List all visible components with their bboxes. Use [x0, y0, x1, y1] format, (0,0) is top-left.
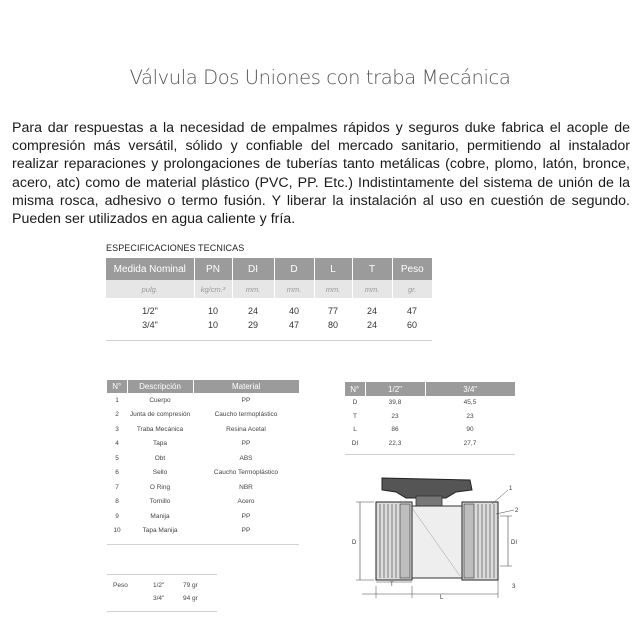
parts-cell: NBR — [239, 483, 253, 491]
parts-cell: Tapa Manija — [142, 527, 178, 535]
dims-cell: 23 — [391, 412, 399, 420]
dims-cell: 22,3 — [388, 439, 402, 447]
callout-2: 2 — [515, 508, 519, 514]
parts-cell: 10 — [113, 527, 121, 535]
spec-header-cell: D — [274, 258, 314, 280]
spec-header-cell: Medida Nominal — [106, 258, 194, 280]
parts-cell: 1 — [115, 396, 119, 404]
dims-cell: 23 — [466, 412, 474, 420]
intro-paragraph: Para dar respuestas a la necesidad de empalmes rápidos y seguros duke fabrica el acople de compresión más versátil, sólido y confiable del mercado sanitario, permitiendo al instalador realizar reparaciones y prolongaciones de tuberías tanto metálicas (cobre, plomo, latón, bronce, acero, atc) como de material plástico (PVC, PP. Etc.) Indistintamente del sistema de unión de la misma rosca, adhesivo o termo fusión. Y liberar la instalación al uso en cuestión de segundo. Pueden ser utilizados en agua caliente y fría. — [12, 120, 630, 228]
parts-header-row — [107, 380, 299, 393]
weight-row — [107, 592, 217, 605]
dim-label-t: T — [390, 582, 394, 588]
dims-cell: 39,8 — [388, 399, 402, 407]
dims-cell: 45,5 — [463, 399, 477, 407]
valve-diagram — [346, 472, 526, 610]
spec-header-cell: T — [352, 258, 392, 280]
parts-cell: 3 — [115, 425, 119, 433]
dims-cell: D — [352, 399, 358, 407]
dims-row — [345, 396, 515, 410]
dims-cell: L — [353, 426, 357, 434]
parts-cell: Obt — [154, 454, 166, 462]
weight-value: 94 gr — [183, 595, 198, 602]
spec-cell: 80 — [327, 320, 338, 330]
spec-header-cell: DI — [232, 258, 274, 280]
spec-header-cell: L — [314, 258, 352, 280]
dim-label-di: DI — [511, 540, 517, 546]
dims-cell: T — [353, 412, 357, 420]
parts-cell: ABS — [239, 454, 253, 462]
parts-row — [107, 480, 299, 495]
spec-header-cell: PN — [194, 258, 232, 280]
dims-cell: 86 — [391, 426, 399, 434]
parts-cell: PP — [241, 512, 251, 520]
spec-cell: 10 — [207, 320, 218, 330]
spec-cell: 77 — [327, 306, 338, 316]
weight-size: 3/4" — [153, 595, 165, 602]
parts-cell: Cuerpo — [149, 396, 171, 404]
parts-row — [107, 408, 299, 423]
spec-unit-cell: gr. — [392, 280, 432, 298]
spec-cell: 40 — [288, 306, 299, 316]
spec-unit-cell: mm. — [274, 280, 314, 298]
dims-cell: DI — [351, 439, 359, 447]
spec-unit-cell: kg/cm.² — [194, 280, 232, 298]
spec-row — [106, 318, 432, 332]
spec-header-row — [106, 258, 432, 280]
parts-row — [107, 495, 299, 510]
parts-cell: 9 — [115, 512, 119, 520]
parts-cell: 7 — [115, 483, 119, 491]
parts-row — [107, 393, 299, 408]
parts-cell: Acero — [237, 498, 255, 506]
valve-handle — [382, 478, 472, 498]
parts-row — [107, 509, 299, 524]
parts-cell: PP — [241, 396, 251, 404]
weight-label: Peso — [113, 582, 128, 589]
parts-cell: Sello — [152, 469, 168, 477]
weight-row — [107, 579, 217, 592]
spec-header-cell: Peso — [392, 258, 432, 280]
parts-header-cell: Descripción — [127, 380, 193, 393]
spec-cell: 24 — [366, 320, 377, 330]
parts-row — [107, 466, 299, 481]
spec-cell: 47 — [406, 306, 417, 316]
parts-cell: 4 — [115, 440, 119, 448]
spec-cell: 29 — [247, 320, 258, 330]
dims-cell: 90 — [466, 426, 474, 434]
dims-cell: 27,7 — [463, 439, 477, 447]
callout-3: 3 — [512, 584, 516, 590]
parts-row — [107, 451, 299, 466]
weight-value: 79 gr — [183, 582, 198, 589]
parts-cell: Tapa — [152, 440, 168, 448]
parts-cell: O Ring — [149, 483, 171, 491]
weight-size: 1/2" — [153, 582, 165, 589]
spec-cell: 10 — [207, 306, 218, 316]
parts-row — [107, 524, 299, 539]
parts-cell: Caucho Termoplástico — [213, 469, 279, 477]
dims-header-cell: N° — [345, 382, 365, 396]
spec-unit-cell: pulg. — [106, 280, 194, 298]
parts-table — [107, 380, 299, 545]
parts-cell: 2 — [115, 411, 119, 419]
parts-row — [107, 422, 299, 437]
spec-cell: 1/2" — [142, 306, 158, 316]
parts-cell: Manija — [150, 512, 170, 520]
spec-cell: 24 — [247, 306, 258, 316]
spec-cell: 24 — [366, 306, 377, 316]
dims-row — [345, 410, 515, 424]
parts-cell: Junta de compresión — [129, 411, 191, 419]
parts-cell: Traba Mecánica — [136, 425, 184, 433]
parts-header-cell: N° — [107, 380, 127, 393]
dims-header-cell: 3/4" — [425, 382, 515, 396]
spec-units-row — [106, 280, 432, 298]
page-title: Válvula Dos Uniones con traba Mecánica — [129, 66, 511, 89]
parts-header-cell: Material — [193, 380, 299, 393]
callout-1: 1 — [509, 486, 513, 492]
parts-cell: 5 — [115, 454, 119, 462]
spec-unit-cell: mm. — [314, 280, 352, 298]
dims-row — [345, 423, 515, 437]
dimensions-table — [345, 382, 515, 455]
dims-header-row — [345, 382, 515, 396]
spec-cell: 47 — [288, 320, 299, 330]
spec-row — [106, 304, 432, 318]
parts-cell: PP — [241, 527, 251, 535]
parts-cell: PP — [241, 440, 251, 448]
weight-table — [107, 574, 217, 612]
spec-unit-cell: mm. — [352, 280, 392, 298]
spec-unit-cell: mm. — [232, 280, 274, 298]
dim-label-d: D — [352, 540, 357, 546]
spec-cell: 3/4" — [142, 320, 158, 330]
parts-cell: 8 — [115, 498, 119, 506]
dims-header-cell: 1/2" — [365, 382, 425, 396]
spec-cell: 60 — [406, 320, 417, 330]
spec-heading: ESPECIFICACIONES TECNICAS — [106, 243, 245, 253]
parts-cell: Tornillo — [149, 498, 171, 506]
parts-row — [107, 437, 299, 452]
spec-table — [106, 258, 432, 341]
parts-cell: 6 — [115, 469, 119, 477]
parts-cell: Caucho termoplástico — [214, 411, 278, 419]
dim-label-l: L — [440, 595, 444, 601]
dims-row — [345, 437, 515, 451]
parts-cell: Resina Acetal — [226, 425, 266, 433]
